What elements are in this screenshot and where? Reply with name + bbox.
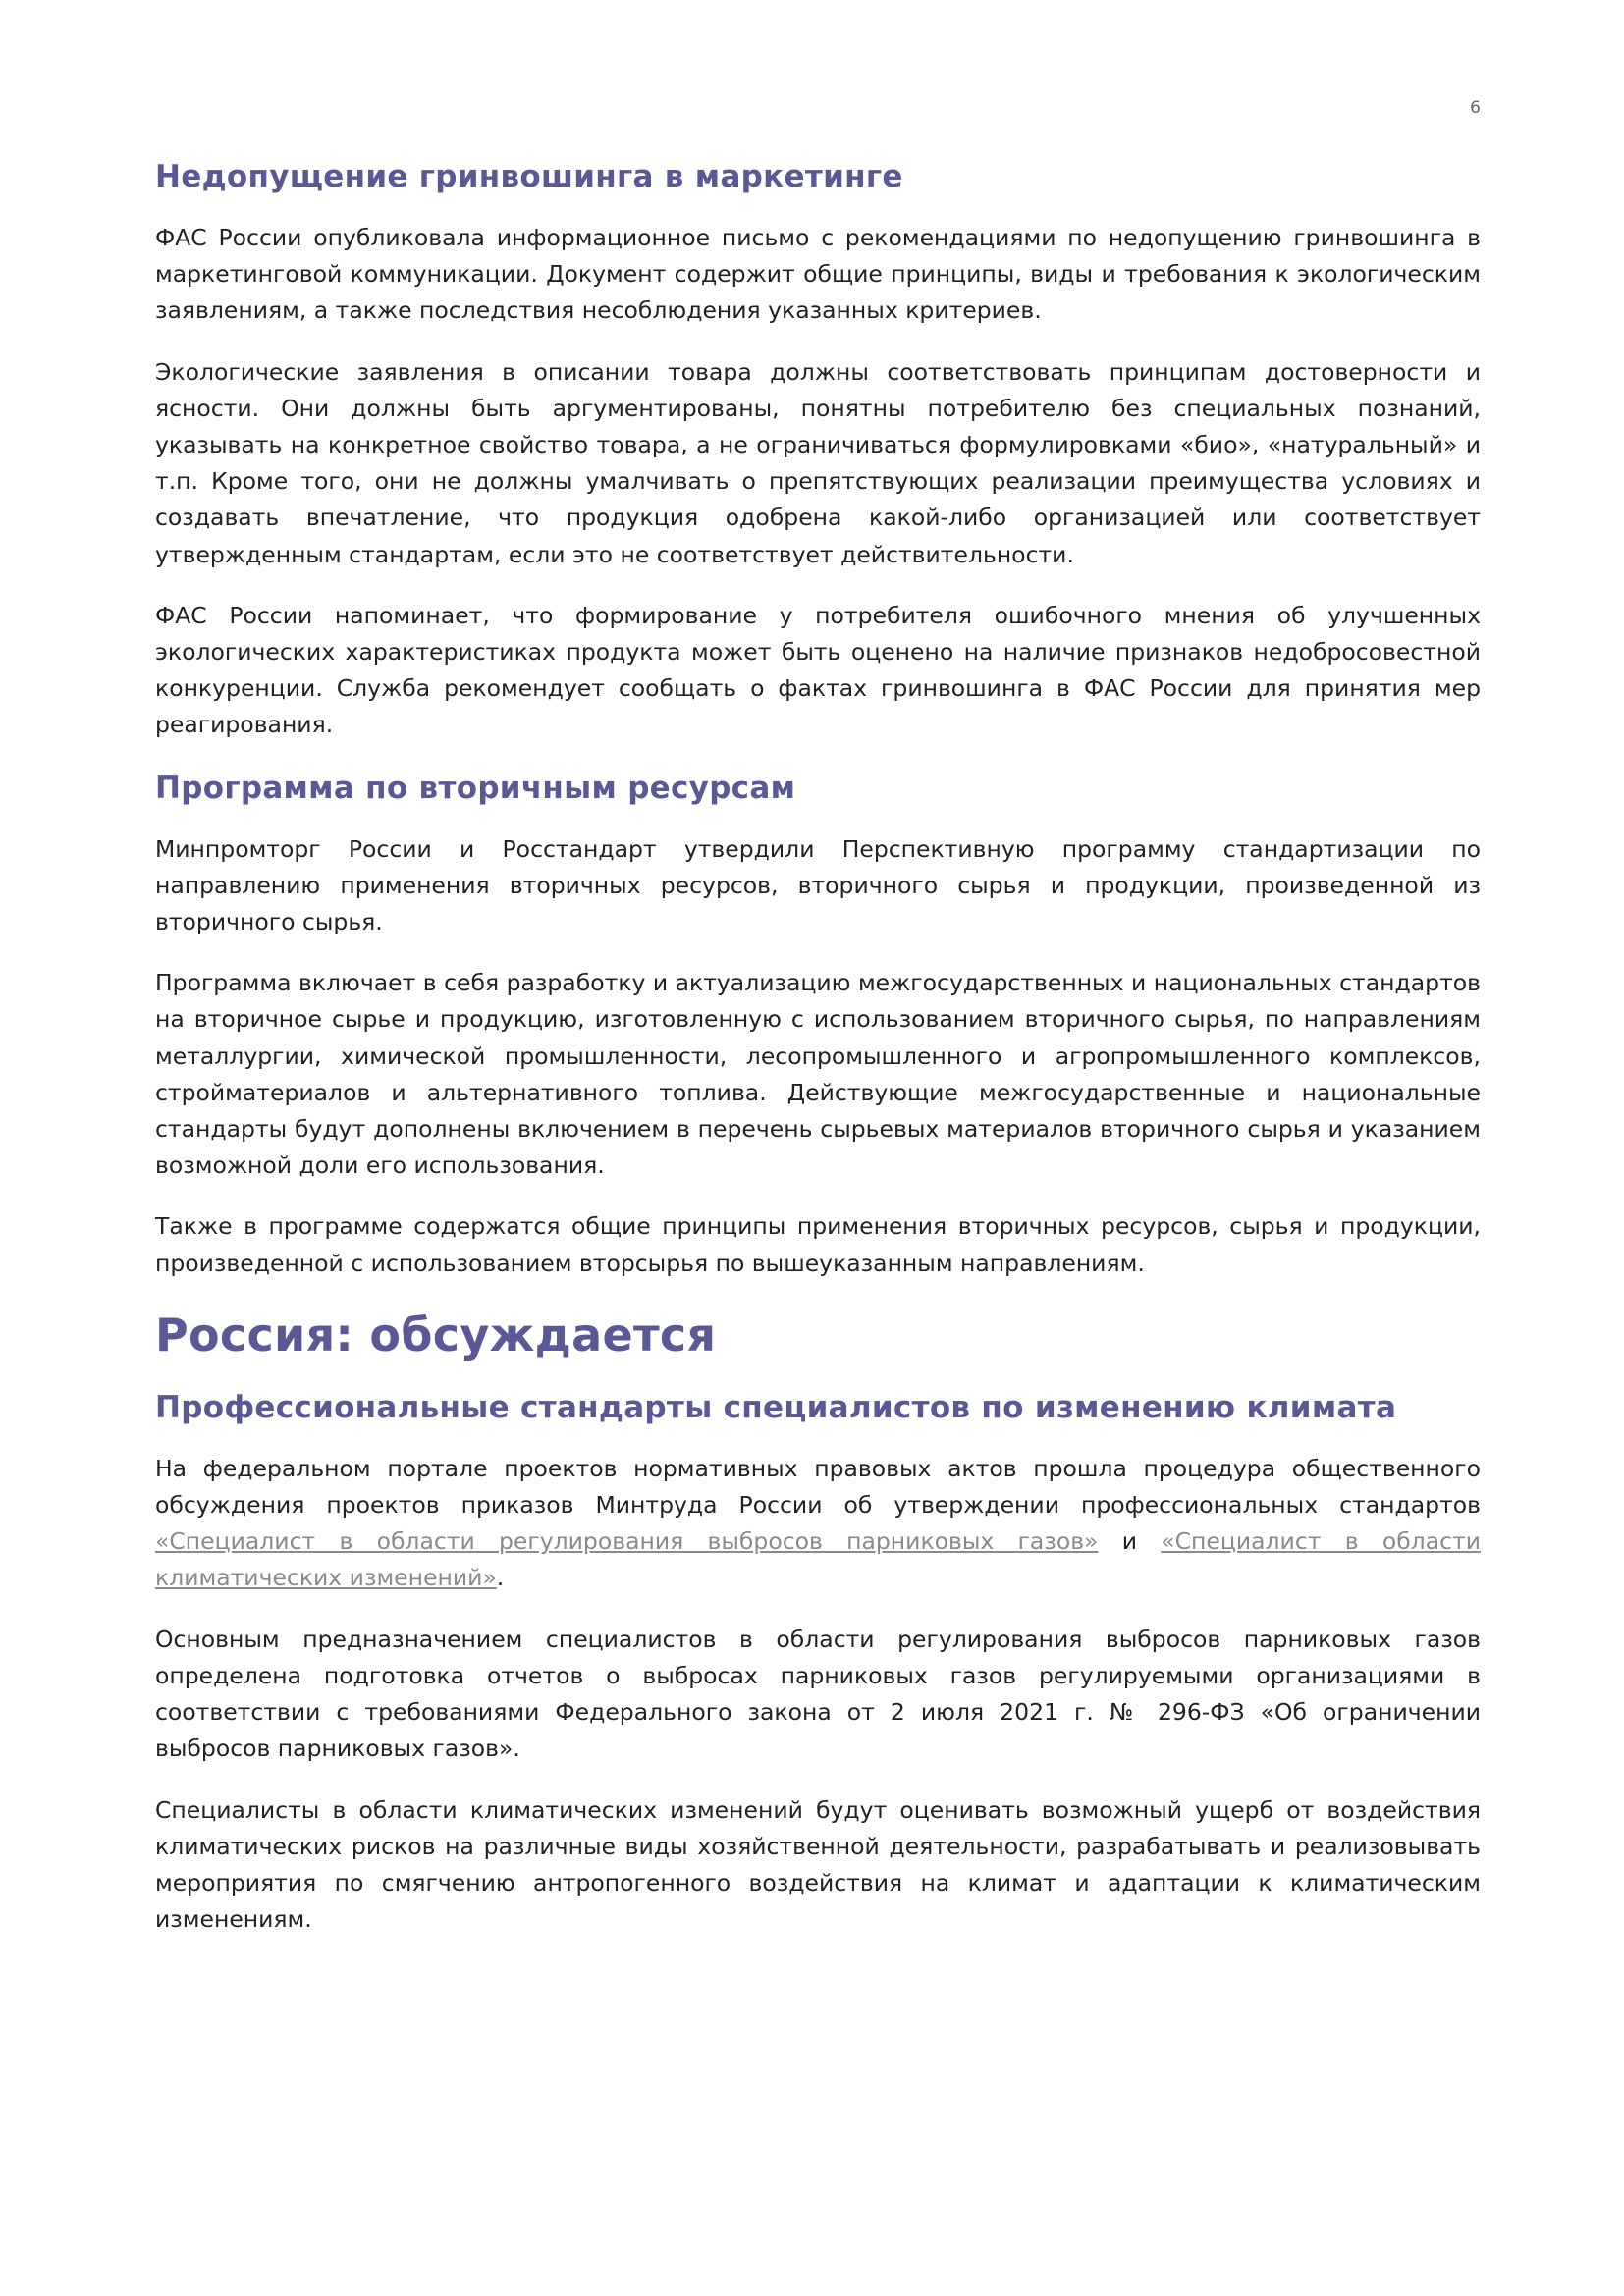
section-climate-specialists [155,1388,1481,1938]
section-heading-secondary-resources: Программа по вторичным ресурсам [155,770,796,806]
link-climate-change-specialist-standard[interactable]: «Специалист в области климатических изменений» [155,1527,1481,1592]
chapter-heading-russia-discussed: Россия: обсуждается [155,1308,717,1362]
paragraph: Специалисты в области климатических изменений будут оценивать возможный ущерб от воздействия климатических рисков на различные виды хозяйственной деятельности, разрабатывать и реализовывать мероприятия по смягчению антропогенного воздействия на климат и адаптации к климатическим изменениям. [155,1795,1481,1934]
document-body [155,157,1481,1962]
paragraph: Экологические заявления в описании товара должны соответствовать принципам достоверности и ясности. Они должны быть аргументированы, понятны потребителю без специальных познаний, указывать на конкретное свойство товара, а не ограничиваться формулировками «био», «натуральный» и т.п. Кроме того, они не должны умалчивать о препятствующих реализации преимущества условиях и создавать впечатление, что продукция одобрена какой-либо организацией или соответствует утвержденным стандартам, если это не соответствует действительности. [155,357,1481,568]
paragraph: ФАС России напоминает, что формирование у потребителя ошибочного мнения об улучшенных экологических характеристиках продукта может быть оценено на наличие признаков недобросовестной конкуренции. Служба рекомендует сообщать о фактах гринвошинга в ФАС России для принятия мер реагирования. [155,601,1481,739]
paragraph-text: На федеральном портале проектов нормативных правовых актов прошла процедура общественного обсуждения проектов приказов Минтруда России об утверждении профессиональных стандартов [155,1454,1481,1520]
paragraph: ФАС России опубликовала информационное письмо с рекомендациями по недопущению гринвошинга в маркетинговой коммуникации. Документ содержит общие принципы, виды и требования к экологическим заявлениям, а также последствия несоблюдения указанных критериев. [155,224,1481,325]
section-greenwashing [155,157,1481,744]
section-secondary-resources [155,769,1481,1282]
page-number: 6 [1470,98,1481,118]
section-heading-greenwashing: Недопущение гринвошинга в маркетинге [155,159,903,194]
paragraph: Программа включает в себя разработку и актуализацию межгосударственных и национальных стандартов на вторичное сырье и продукцию, изготовленную с использованием вторичного сырья, по направлениям металлургии, химической промышленности, лесопромышленного и агропромышленного комплексов, стройматериалов и альтернативного топлива. Действующие межгосударственные и национальные стандарты будут дополнены включением в перечень сырьевых материалов вторичного сырья и указанием возможной доли его использования. [155,969,1481,1180]
paragraph-with-links [155,1451,1481,1597]
paragraph: Также в программе содержатся общие принципы применения вторичных ресурсов, сырья и продукции, произведенной с использованием вторсырья по вышеуказанным направлениям. [155,1212,1481,1277]
paragraph-text: . [496,1564,505,1592]
paragraph-text: и [1098,1527,1162,1556]
paragraph: Минпромторг России и Росстандарт утвердили Перспективную программу стандартизации по направлению применения вторичных ресурсов, вторичного сырья и продукции, произведенной из вторичного сырья. [155,834,1481,936]
link-ghg-emissions-specialist-standard[interactable]: «Специалист в области регулирования выбросов парниковых газов» [155,1527,1099,1556]
paragraph: Основным предназначением специалистов в области регулирования выбросов парниковых газов определена подготовка отчетов о выбросах парниковых газов регулируемыми организациями в соответствии с требованиями Федерального закона от 2 июля 2021 г. № 296-ФЗ «Об ограничении выбросов парниковых газов». [155,1625,1481,1763]
section-heading-climate-specialists: Профессиональные стандарты специалистов по изменению климата [155,1389,1397,1425]
